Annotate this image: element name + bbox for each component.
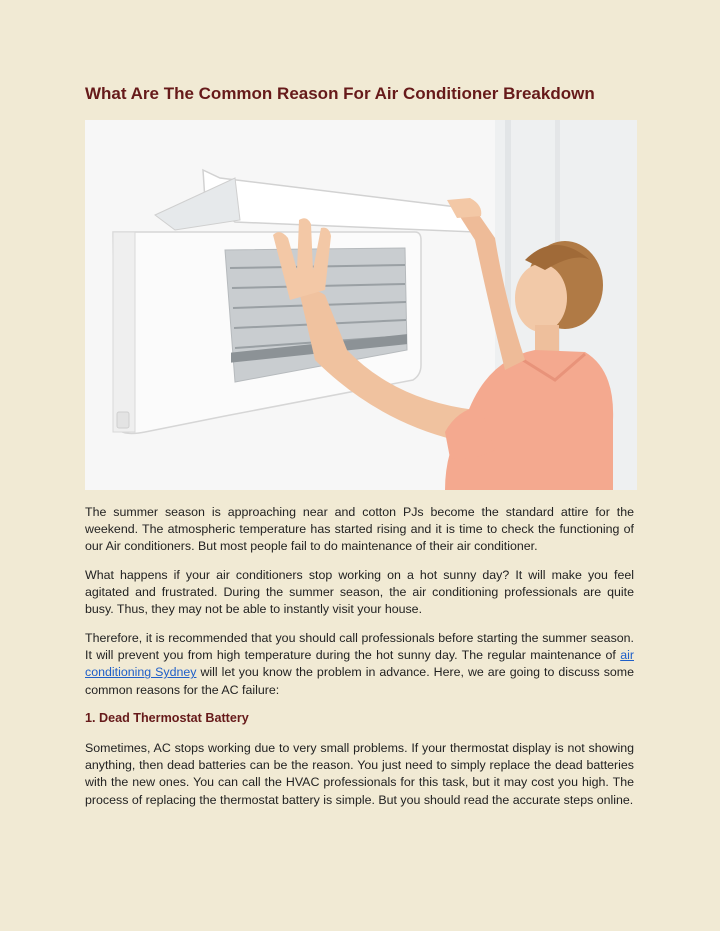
paragraph-recommendation-start: Therefore, it is recommended that you should call professionals before starting the summer season. It will prevent you from high temperature during the hot sunny day. The regular maintenance of: [85, 631, 634, 663]
air-conditioner-photo: [85, 120, 637, 490]
section-heading-dead-thermostat-battery: 1. Dead Thermostat Battery: [85, 711, 249, 725]
paragraph-recommendation-end: will let you know the problem in advance. Here, we are going to discuss some common reasons for the AC failure:: [85, 665, 634, 697]
paragraph-intro: The summer season is approaching near and cotton PJs become the standard attire for the weekend. The atmospheric temperature has started rising and it is time to check the functioning of our Air conditioners. But most people fail to do maintenance of their air conditioner.: [85, 505, 634, 554]
paragraph-thermostat-battery: Sometimes, AC stops working due to very small problems. If your thermostat display is not showing anything, then dead batteries can be the reason. You just need to simply replace the dead batteries with the new ones. You can call the HVAC professionals for this task, but it may cost you high. The process of replacing the thermostat battery is simple. But you should read the accurate steps online.: [85, 741, 634, 807]
article-title: What Are The Common Reason For Air Conditioner Breakdown: [85, 84, 595, 103]
paragraph-recommendation: [85, 630, 634, 699]
air-conditioning-sydney-link[interactable]: air conditioning Sydney: [85, 648, 634, 680]
paragraph-hot-day: What happens if your air conditioners stop working on a hot sunny day? It will make you feel agitated and frustrated. During the summer season, the air conditioning professionals are quite busy. Thus, they may not be able to instantly visit your house.: [85, 568, 634, 617]
